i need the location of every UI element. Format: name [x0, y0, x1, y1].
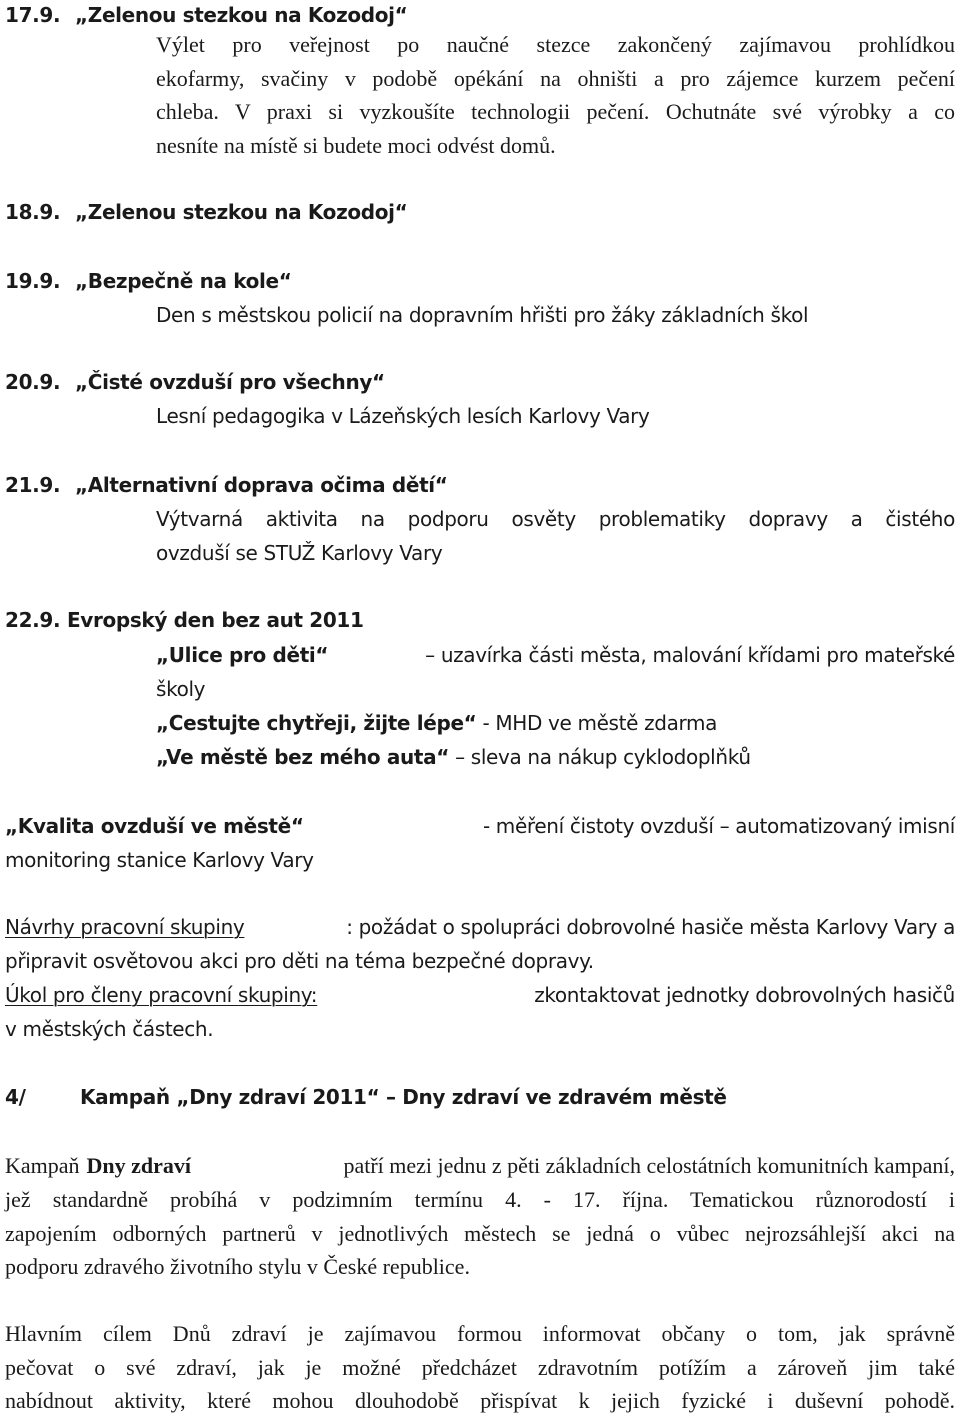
sub-event-title: „Ulice pro děti“ [156, 643, 329, 667]
event-date: 20.9. [5, 370, 61, 394]
event-date: 22.9. [5, 608, 61, 632]
air-quality-text: monitoring stanice Karlovy Vary [5, 848, 314, 872]
task-line [5, 985, 955, 1005]
event-description: Výlet pro veřejnost po naučné stezce zakončený zajímavou prohlídkou [156, 32, 955, 57]
proposals-label: Návrhy pracovní skupiny [5, 915, 245, 939]
paragraph-line: nabídnout aktivity, které mohou dlouhodobě přispívat k jejich fyzické i duševní pohodě. [5, 1388, 955, 1413]
section-title: Kampaň „Dny zdraví 2011“ – Dny zdraví ve zdravém městě [80, 1085, 727, 1109]
event-description: Výtvarná aktivita na podporu osvěty problematiky dopravy a čistého [156, 507, 955, 531]
event-description: Den s městskou policií na dopravním hřišti pro žáky základních škol [156, 303, 809, 327]
event-title: „Zelenou stezkou na Kozodoj“ [75, 3, 408, 27]
event-title: „Bezpečně na kole“ [75, 269, 292, 293]
paragraph-line: podporu zdravého životního stylu v České republice. [5, 1254, 470, 1279]
air-quality-text: - měření čistoty ovzduší – automatizovaný imisní [482, 814, 955, 838]
sub-event-title: „Ve městě bez mého auta“ [156, 745, 450, 769]
proposals-text: připravit osvětovou akci pro děti na téma bezpečné dopravy. [5, 949, 594, 973]
paragraph-word: patří mezi jednu z pěti základních celostátních komunitních kampaní, [343, 1153, 955, 1178]
event-date: 17.9. [5, 3, 61, 27]
sub-event-line [156, 645, 955, 665]
event-description: ovzduší se STUŽ Karlovy Vary [156, 541, 443, 565]
sub-event-text: školy [156, 677, 206, 701]
event-description: Lesní pedagogika v Lázeňských lesích Karlovy Vary [156, 404, 650, 428]
sub-event-line [156, 713, 717, 733]
task-text: zkontaktovat jednotky dobrovolných hasičů [534, 983, 955, 1007]
paragraph-line: zapojením odborných partnerů v jednotlivých městech se jedná o vůbec nejrozsáhlejší akci na [5, 1221, 955, 1246]
task-label: Úkol pro členy pracovní skupiny: [5, 983, 318, 1007]
proposals-line [5, 917, 955, 937]
paragraph-word: Kampaň [5, 1153, 80, 1178]
sub-event-title: „Cestujte chytřeji, žijte lépe“ [156, 711, 477, 735]
event-title: Evropský den bez aut 2011 [67, 608, 364, 632]
paragraph-line: Hlavním cílem Dnů zdraví je zajímavou formou informovat občany o tom, jak správně [5, 1321, 955, 1346]
sub-event-line [156, 747, 751, 767]
paragraph-line: pečovat o své zdraví, jak je možné předcházet zdravotním potížím a zároveň jim také [5, 1355, 955, 1380]
section-number: 4/ [5, 1085, 26, 1109]
campaign-name: Dny zdraví [86, 1153, 192, 1178]
event-date: 19.9. [5, 269, 61, 293]
event-description: nesníte na místě si budete moci odvést domů. [156, 133, 556, 158]
task-text: v městských částech. [5, 1017, 214, 1041]
event-description: chleba. V praxi si vyzkoušíte technologii pečení. Ochutnáte své výrobky a co [156, 99, 955, 124]
paragraph-line: jež standardně probíhá v podzimním termínu 4. - 17. října. Tematickou různorodostí i [5, 1187, 955, 1212]
air-quality-title: „Kvalita ovzduší ve městě“ [5, 814, 304, 838]
proposals-text: : požádat o spolupráci dobrovolné hasiče města Karlovy Vary a [346, 915, 955, 939]
paragraph-line [5, 1155, 955, 1177]
event-title: „Alternativní doprava očima dětí“ [75, 473, 448, 497]
sub-event-text: - MHD ve městě zdarma [482, 711, 718, 735]
air-quality-line [5, 816, 955, 836]
event-date: 21.9. [5, 473, 61, 497]
sub-event-text: – sleva na nákup cyklodoplňků [455, 745, 751, 769]
event-title: „Čisté ovzduší pro všechny“ [75, 370, 385, 394]
sub-event-text: – uzavírka části města, malování křídami pro mateřské [425, 643, 955, 667]
event-date: 18.9. [5, 200, 61, 224]
event-description: ekofarmy, svačiny v podobě opékání na ohništi a pro zájemce kurzem pečení [156, 66, 955, 91]
event-title: „Zelenou stezkou na Kozodoj“ [75, 200, 408, 224]
